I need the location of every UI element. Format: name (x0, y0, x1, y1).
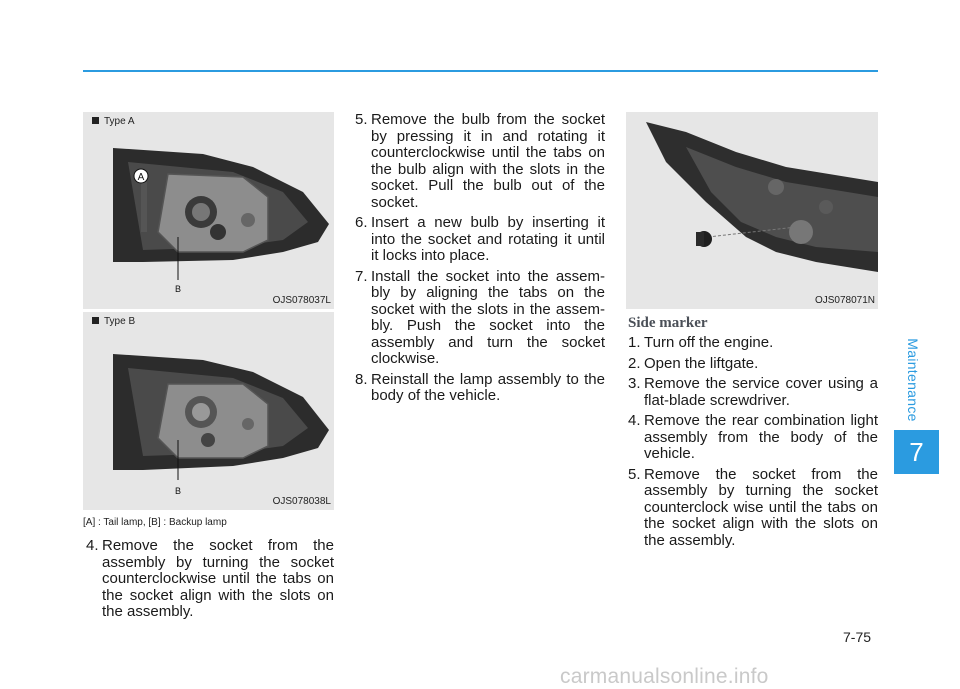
list-item: 3. Remove the service cover using a flat-blade screwdriver. (628, 375, 878, 409)
figure-type-b (83, 312, 334, 510)
list-item: 4. Remove the rear combination light assembly from the body of the vehicle. (628, 412, 878, 462)
page-number: 7-75 (843, 629, 872, 645)
list-item: 2. Open the liftgate. (628, 354, 759, 372)
list-item: 6. Insert a new bulb by inserting it into the socket and rotating it until it locks into place. (355, 214, 605, 264)
figure-code: OJS078071N (814, 295, 875, 306)
chapter-tab: 7 (894, 430, 939, 474)
steps-left-list (86, 538, 334, 625)
list-item: 5. Remove the socket from the assembly by turning the socket counterclock wise until the tabs on the socket align with the slots on the assembly. (628, 465, 878, 549)
side-marker-illustration (626, 112, 878, 309)
figure-side-marker (626, 112, 878, 309)
figure-type-a (83, 112, 334, 309)
list-item: 5. Remove the bulb from the socket by pressing it in and rotating it counterclockwise until the tabs on the bulb align with the slots in the socket. Pull the bulb out of the socket. (355, 111, 605, 211)
steps-middle-list (355, 112, 605, 409)
tail-lamp-illustration-a (83, 112, 334, 309)
list-item: 1. Turn off the engine. (628, 334, 774, 351)
figure-type-label: Type A (92, 116, 135, 127)
tail-lamp-illustration-b (83, 312, 334, 510)
list-item: 8. Reinstall the lamp assembly to the body of the vehicle. (355, 370, 605, 404)
section-side-label: Maintenance (905, 338, 921, 422)
figure-caption: [A] : Tail lamp, [B] : Backup lamp (83, 517, 227, 528)
bullet-square-icon (92, 317, 99, 324)
list-item: 7. Install the socket into the assem-bly by aligning the tabs on the socket with the slots in the assem-bly. Push the socket into the assembly and turn the socket clockwise. (355, 267, 605, 367)
figure-type-label: Type B (92, 316, 135, 327)
bullet-square-icon (92, 117, 99, 124)
figure-code: OJS078038L (272, 496, 331, 507)
watermark: carmanualsonline.info (560, 665, 769, 688)
callout-b-text: B (174, 284, 182, 294)
section-title: Side marker (628, 315, 708, 331)
callout-b-text: B (174, 486, 182, 496)
steps-right-list (628, 335, 878, 553)
callout-a-text: A (137, 172, 145, 183)
header-rule (83, 70, 878, 72)
figure-code: OJS078037L (272, 295, 331, 306)
list-item: 4. Remove the socket from the assembly by turning the socket counterclockwise until the tabs on the socket align with the slots on the assembly. (86, 537, 334, 620)
